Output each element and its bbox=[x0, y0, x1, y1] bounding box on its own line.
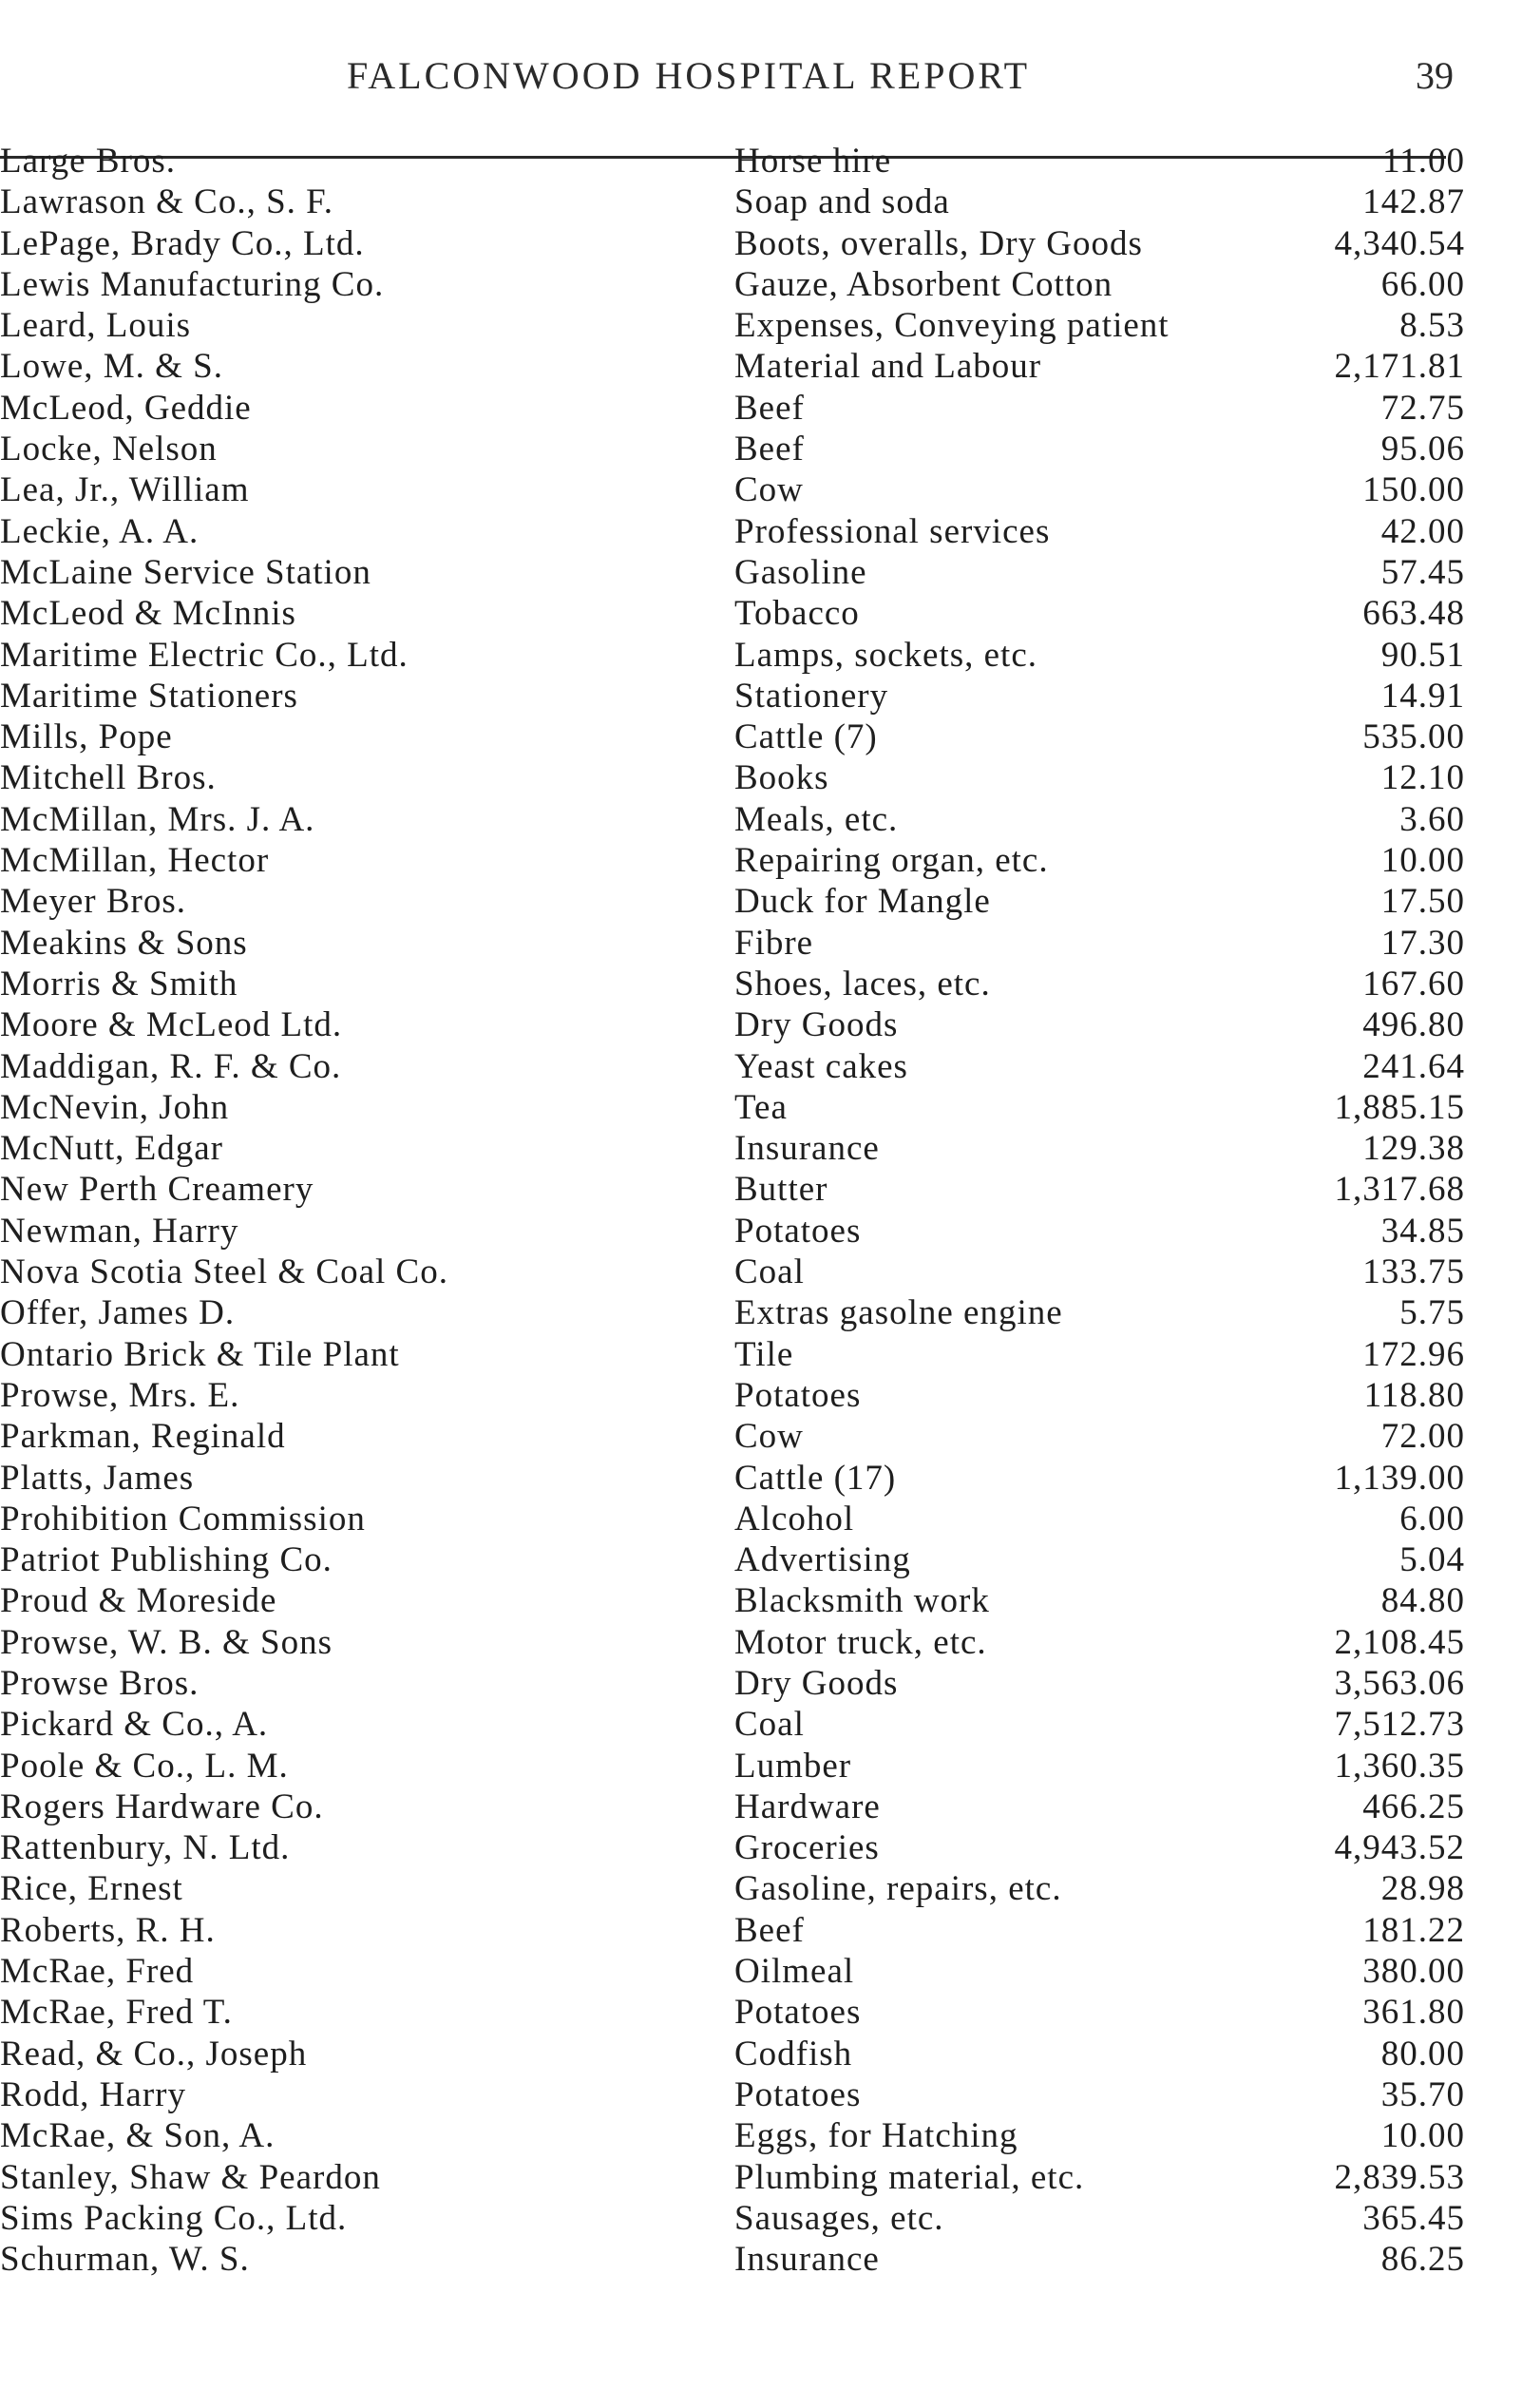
expense-amount: 5.04 bbox=[1399, 1540, 1465, 1580]
expense-item: Codfish bbox=[734, 2034, 853, 2074]
expenditure-list bbox=[0, 141, 1482, 2280]
table-row bbox=[0, 1868, 1482, 1909]
payee-name: Patriot Publishing Co. bbox=[0, 1540, 333, 1580]
expense-item: Cattle (7) bbox=[734, 717, 878, 757]
expense-amount: 86.25 bbox=[1380, 2240, 1465, 2280]
expense-amount: 1,360.35 bbox=[1334, 1746, 1465, 1786]
expense-item: Potatoes bbox=[734, 1993, 862, 2033]
payee-name: Meyer Bros. bbox=[0, 882, 186, 922]
expense-amount: 142.87 bbox=[1362, 182, 1465, 222]
table-row bbox=[0, 1580, 1482, 1621]
expense-amount: 57.45 bbox=[1380, 552, 1465, 592]
table-row bbox=[0, 1787, 1482, 1827]
payee-name: LePage, Brady Co., Ltd. bbox=[0, 223, 365, 263]
expense-item: Tea bbox=[734, 1087, 788, 1127]
table-row bbox=[0, 676, 1482, 717]
table-row bbox=[0, 1746, 1482, 1787]
payee-name: Prohibition Commission bbox=[0, 1499, 366, 1538]
table-row bbox=[0, 141, 1482, 182]
expense-item: Duck for Mangle bbox=[734, 882, 991, 922]
payee-name: Maritime Stationers bbox=[0, 676, 298, 716]
expense-item: Expenses, Conveying patient bbox=[734, 306, 1170, 346]
expense-amount: 95.06 bbox=[1380, 430, 1465, 469]
expense-amount: 663.48 bbox=[1362, 594, 1465, 634]
expense-item: Alcohol bbox=[734, 1499, 855, 1538]
expense-item: Motor truck, etc. bbox=[734, 1622, 987, 1662]
expense-item: Meals, etc. bbox=[734, 799, 899, 839]
table-row bbox=[0, 1252, 1482, 1292]
payee-name: Rattenbury, N. Ltd. bbox=[0, 1828, 291, 1868]
payee-name: Prowse, W. B. & Sons bbox=[0, 1622, 333, 1662]
table-row bbox=[0, 757, 1482, 798]
table-row bbox=[0, 1704, 1482, 1745]
payee-name: Leard, Louis bbox=[0, 306, 192, 346]
expense-item: Hardware bbox=[734, 1787, 881, 1826]
table-row bbox=[0, 2239, 1482, 2280]
expense-item: Butter bbox=[734, 1170, 828, 1210]
expense-item: Material and Labour bbox=[734, 347, 1042, 387]
payee-name: Stanley, Shaw & Peardon bbox=[0, 2157, 381, 2197]
expense-item: Sausages, etc. bbox=[734, 2198, 944, 2238]
expense-item: Shoes, laces, etc. bbox=[734, 964, 991, 1003]
table-row bbox=[0, 1663, 1482, 1704]
expense-amount: 1,885.15 bbox=[1334, 1087, 1465, 1127]
table-row bbox=[0, 1128, 1482, 1169]
table-row bbox=[0, 469, 1482, 510]
expense-amount: 34.85 bbox=[1380, 1211, 1465, 1251]
table-row bbox=[0, 964, 1482, 1004]
expense-amount: 90.51 bbox=[1380, 635, 1465, 675]
table-row bbox=[0, 881, 1482, 922]
payee-name: Lawrason & Co., S. F. bbox=[0, 182, 334, 222]
expense-item: Horse hire bbox=[734, 142, 892, 181]
table-row bbox=[0, 1211, 1482, 1252]
expense-amount: 241.64 bbox=[1362, 1046, 1465, 1086]
expense-amount: 4,943.52 bbox=[1334, 1828, 1465, 1868]
table-row bbox=[0, 717, 1482, 757]
expense-item: Dry Goods bbox=[734, 1663, 899, 1703]
expense-item: Cow bbox=[734, 1417, 804, 1457]
table-row bbox=[0, 1292, 1482, 1333]
payee-name: Lewis Manufacturing Co. bbox=[0, 264, 385, 304]
payee-name: Parkman, Reginald bbox=[0, 1417, 286, 1457]
expense-amount: 17.50 bbox=[1380, 882, 1465, 922]
expense-item: Groceries bbox=[734, 1828, 880, 1868]
expense-item: Lamps, sockets, etc. bbox=[734, 635, 1037, 675]
payee-name: Mitchell Bros. bbox=[0, 758, 217, 798]
expense-amount: 118.80 bbox=[1363, 1375, 1465, 1415]
payee-name: Platts, James bbox=[0, 1458, 195, 1498]
page-title: FALCONWOOD HOSPITAL REPORT bbox=[347, 54, 1031, 97]
expense-item: Advertising bbox=[734, 1540, 911, 1580]
expense-amount: 133.75 bbox=[1362, 1252, 1465, 1292]
table-row bbox=[0, 511, 1482, 552]
table-row bbox=[0, 1458, 1482, 1499]
table-row bbox=[0, 182, 1482, 222]
payee-name: Pickard & Co., A. bbox=[0, 1705, 269, 1745]
expense-amount: 72.75 bbox=[1380, 388, 1465, 428]
expense-item: Blacksmith work bbox=[734, 1581, 990, 1621]
table-row bbox=[0, 1539, 1482, 1580]
expense-amount: 80.00 bbox=[1380, 2034, 1465, 2074]
expense-amount: 361.80 bbox=[1362, 1993, 1465, 2033]
payee-name: McLeod, Geddie bbox=[0, 388, 252, 428]
table-row bbox=[0, 1992, 1482, 2033]
expense-item: Beef bbox=[734, 388, 805, 428]
expense-item: Lumber bbox=[734, 1746, 852, 1786]
table-row bbox=[0, 1910, 1482, 1951]
expense-amount: 28.98 bbox=[1380, 1869, 1465, 1909]
expense-amount: 1,317.68 bbox=[1334, 1170, 1465, 1210]
payee-name: Prowse, Mrs. E. bbox=[0, 1375, 240, 1415]
table-row bbox=[0, 1951, 1482, 1992]
expense-item: Professional services bbox=[734, 511, 1051, 551]
payee-name: McNevin, John bbox=[0, 1087, 230, 1127]
expense-item: Stationery bbox=[734, 676, 889, 716]
table-row bbox=[0, 840, 1482, 881]
expense-item: Tile bbox=[734, 1334, 794, 1374]
expense-item: Gasoline bbox=[734, 552, 867, 592]
expense-item: Repairing organ, etc. bbox=[734, 841, 1049, 881]
expense-item: Insurance bbox=[734, 1129, 880, 1169]
table-row bbox=[0, 799, 1482, 840]
table-row bbox=[0, 2034, 1482, 2074]
payee-name: Mills, Pope bbox=[0, 717, 173, 757]
expense-amount: 14.91 bbox=[1380, 676, 1465, 716]
expense-amount: 11.00 bbox=[1382, 142, 1465, 181]
expense-item: Boots, overalls, Dry Goods bbox=[734, 223, 1143, 263]
payee-name: Poole & Co., L. M. bbox=[0, 1746, 289, 1786]
expense-item: Insurance bbox=[734, 2240, 880, 2280]
expense-item: Gauze, Absorbent Cotton bbox=[734, 264, 1113, 304]
expense-amount: 35.70 bbox=[1380, 2074, 1465, 2114]
expense-amount: 84.80 bbox=[1380, 1581, 1465, 1621]
table-row bbox=[0, 1499, 1482, 1539]
expense-item: Potatoes bbox=[734, 1375, 862, 1415]
table-row bbox=[0, 1375, 1482, 1416]
expense-amount: 72.00 bbox=[1380, 1417, 1465, 1457]
expense-amount: 365.45 bbox=[1362, 2198, 1465, 2238]
payee-name: Ontario Brick & Tile Plant bbox=[0, 1334, 400, 1374]
payee-name: McMillan, Mrs. J. A. bbox=[0, 799, 315, 839]
table-row bbox=[0, 2157, 1482, 2198]
payee-name: McNutt, Edgar bbox=[0, 1129, 223, 1169]
payee-name: Lea, Jr., William bbox=[0, 470, 250, 510]
expense-amount: 2,108.45 bbox=[1334, 1622, 1465, 1662]
expense-amount: 466.25 bbox=[1362, 1787, 1465, 1826]
table-row bbox=[0, 2198, 1482, 2239]
page-number: 39 bbox=[1416, 54, 1454, 97]
table-row bbox=[0, 1416, 1482, 1457]
payee-name: McRae, Fred T. bbox=[0, 1993, 233, 2033]
payee-name: Read, & Co., Joseph bbox=[0, 2034, 308, 2074]
payee-name: McLeod & McInnis bbox=[0, 594, 296, 634]
table-row bbox=[0, 223, 1482, 264]
payee-name: Proud & Moreside bbox=[0, 1581, 277, 1621]
expense-amount: 3,563.06 bbox=[1334, 1663, 1465, 1703]
payee-name: Prowse Bros. bbox=[0, 1663, 200, 1703]
payee-name: Newman, Harry bbox=[0, 1211, 239, 1251]
expense-item: Extras gasolne engine bbox=[734, 1293, 1063, 1333]
expense-item: Dry Goods bbox=[734, 1005, 899, 1045]
expense-item: Oilmeal bbox=[734, 1952, 855, 1992]
expense-amount: 380.00 bbox=[1362, 1952, 1465, 1992]
table-row bbox=[0, 1169, 1482, 1210]
payee-name: Schurman, W. S. bbox=[0, 2240, 250, 2280]
payee-name: Locke, Nelson bbox=[0, 430, 218, 469]
expense-amount: 17.30 bbox=[1380, 923, 1465, 963]
table-row bbox=[0, 1827, 1482, 1868]
expense-item: Cow bbox=[734, 470, 804, 510]
expense-item: Beef bbox=[734, 1910, 805, 1950]
expense-amount: 10.00 bbox=[1380, 2116, 1465, 2156]
table-row bbox=[0, 923, 1482, 964]
payee-name: McLaine Service Station bbox=[0, 552, 371, 592]
table-row bbox=[0, 1087, 1482, 1128]
expense-amount: 167.60 bbox=[1362, 964, 1465, 1003]
table-row bbox=[0, 1622, 1482, 1663]
table-row bbox=[0, 388, 1482, 429]
payee-name: Moore & McLeod Ltd. bbox=[0, 1005, 343, 1045]
table-row bbox=[0, 1004, 1482, 1045]
expense-item: Books bbox=[734, 758, 829, 798]
table-row bbox=[0, 264, 1482, 305]
expense-item: Yeast cakes bbox=[734, 1046, 908, 1086]
expense-amount: 535.00 bbox=[1362, 717, 1465, 757]
expense-item: Fibre bbox=[734, 923, 814, 963]
table-row bbox=[0, 429, 1482, 469]
expense-amount: 8.53 bbox=[1399, 306, 1465, 346]
payee-name: McMillan, Hector bbox=[0, 841, 270, 881]
expense-item: Coal bbox=[734, 1252, 805, 1292]
expense-amount: 150.00 bbox=[1362, 470, 1465, 510]
expense-amount: 5.75 bbox=[1399, 1293, 1465, 1333]
expense-amount: 4,340.54 bbox=[1334, 223, 1465, 263]
expense-item: Potatoes bbox=[734, 2074, 862, 2114]
expense-amount: 2,171.81 bbox=[1334, 347, 1465, 387]
expense-amount: 6.00 bbox=[1399, 1499, 1465, 1538]
payee-name: New Perth Creamery bbox=[0, 1170, 314, 1210]
payee-name: Rogers Hardware Co. bbox=[0, 1787, 324, 1826]
expense-amount: 66.00 bbox=[1380, 264, 1465, 304]
payee-name: Sims Packing Co., Ltd. bbox=[0, 2198, 348, 2238]
expense-item: Eggs, for Hatching bbox=[734, 2116, 1018, 2156]
payee-name: Nova Scotia Steel & Coal Co. bbox=[0, 1252, 448, 1292]
page-header bbox=[0, 53, 1454, 110]
table-row bbox=[0, 635, 1482, 676]
table-row bbox=[0, 2115, 1482, 2156]
payee-name: Leckie, A. A. bbox=[0, 511, 200, 551]
payee-name: McRae, & Son, A. bbox=[0, 2116, 276, 2156]
expense-amount: 181.22 bbox=[1362, 1910, 1465, 1950]
expense-item: Potatoes bbox=[734, 1211, 862, 1251]
expense-amount: 129.38 bbox=[1362, 1129, 1465, 1169]
table-row bbox=[0, 552, 1482, 593]
expense-item: Plumbing material, etc. bbox=[734, 2157, 1085, 2197]
payee-name: Meakins & Sons bbox=[0, 923, 248, 963]
expense-amount: 496.80 bbox=[1362, 1005, 1465, 1045]
expense-amount: 10.00 bbox=[1380, 841, 1465, 881]
expense-item: Beef bbox=[734, 430, 805, 469]
payee-name: Offer, James D. bbox=[0, 1293, 236, 1333]
table-row bbox=[0, 346, 1482, 387]
payee-name: Morris & Smith bbox=[0, 964, 238, 1003]
expense-item: Soap and soda bbox=[734, 182, 950, 222]
payee-name: Rodd, Harry bbox=[0, 2074, 186, 2114]
expense-amount: 42.00 bbox=[1380, 511, 1465, 551]
expense-item: Cattle (17) bbox=[734, 1458, 897, 1498]
expense-amount: 1,139.00 bbox=[1334, 1458, 1465, 1498]
payee-name: McRae, Fred bbox=[0, 1952, 195, 1992]
payee-name: Roberts, R. H. bbox=[0, 1910, 216, 1950]
payee-name: Maddigan, R. F. & Co. bbox=[0, 1046, 342, 1086]
expense-amount: 172.96 bbox=[1362, 1334, 1465, 1374]
expense-item: Coal bbox=[734, 1705, 805, 1745]
expense-item: Tobacco bbox=[734, 594, 860, 634]
payee-name: Rice, Ernest bbox=[0, 1869, 183, 1909]
table-row bbox=[0, 1334, 1482, 1375]
expense-amount: 7,512.73 bbox=[1334, 1705, 1465, 1745]
expense-amount: 12.10 bbox=[1380, 758, 1465, 798]
expense-amount: 2,839.53 bbox=[1334, 2157, 1465, 2197]
table-row bbox=[0, 593, 1482, 634]
payee-name: Maritime Electric Co., Ltd. bbox=[0, 635, 409, 675]
table-row bbox=[0, 2074, 1482, 2115]
expense-amount: 3.60 bbox=[1399, 799, 1465, 839]
expense-item: Gasoline, repairs, etc. bbox=[734, 1869, 1062, 1909]
payee-name: Lowe, M. & S. bbox=[0, 347, 223, 387]
table-row bbox=[0, 305, 1482, 346]
payee-name: Large Bros. bbox=[0, 142, 176, 181]
table-row bbox=[0, 1046, 1482, 1087]
